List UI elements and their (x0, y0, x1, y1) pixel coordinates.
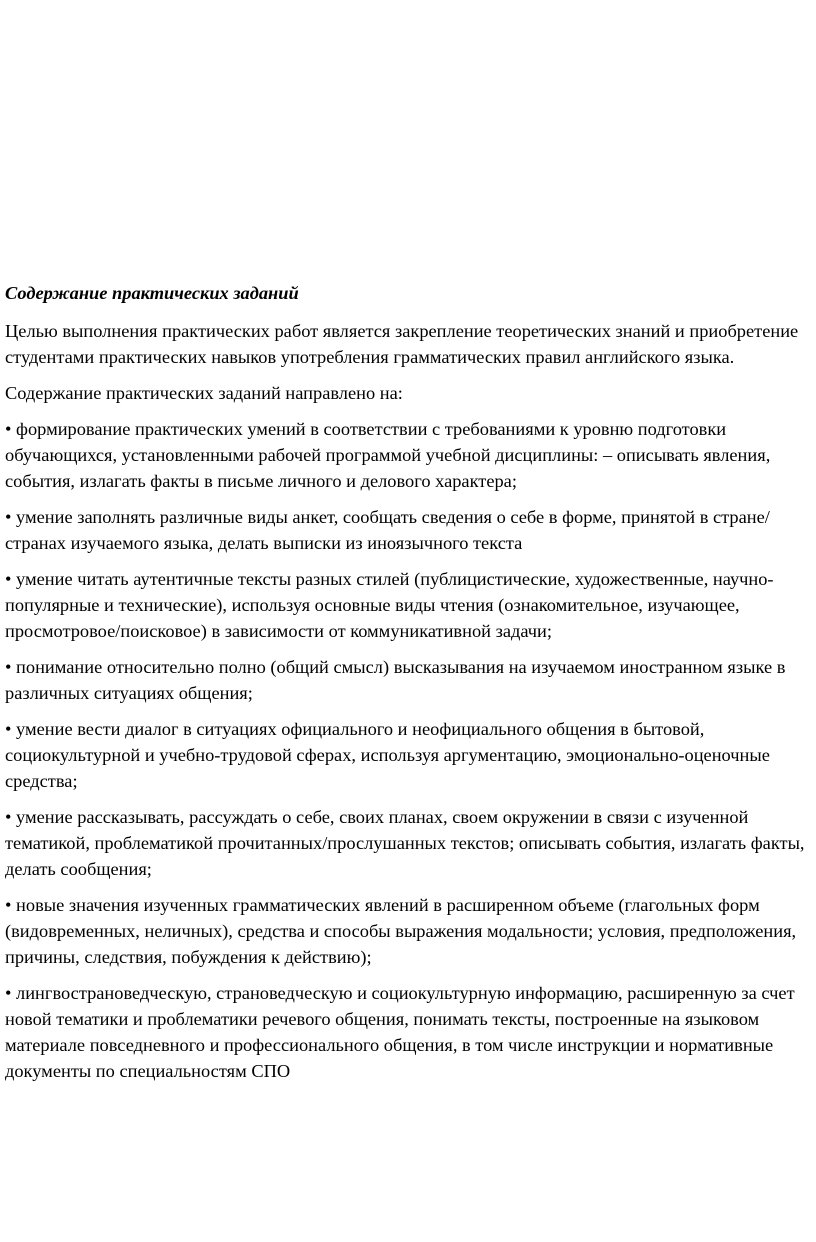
bullet-item: • умение читать аутентичные тексты разных стилей (публицистические, художественные, научно-популярные и технические), используя основные виды чтения (ознакомительное, изучающее, просмотровое/поисковое) в зависимости от коммуникативной задачи; (5, 569, 774, 641)
document-body (5, 280, 813, 1094)
bullet-item: • новые значения изученных грамматических явлений в расширенном объеме (глагольных форм (видовременных, неличных), средства и способы выражения модальности; условия, предположения, причины, следствия, побуждения к действию); (5, 895, 797, 967)
lead-paragraph: Содержание практических заданий направлено на: (5, 383, 403, 403)
bullet-item: • понимание относительно полно (общий смысл) высказывания на изучаемом иностранном языке в различных ситуациях общения; (5, 657, 786, 703)
bullet-item: • формирование практических умений в соответствии с требованиями к уровню подготовки обучающихся, установленными рабочей программой учебной дисциплины: – описывать явления, события, излагать факты в письме личного и делового характера; (5, 419, 771, 491)
bullet-item: • умение заполнять различные виды анкет, сообщать сведения о себе в форме, принятой в стране/странах изучаемого языка, делать выписки из иноязычного текста (5, 507, 770, 553)
bullet-item: • умение вести диалог в ситуациях официального и неофициального общения в бытовой, социокультурной и учебно-трудовой сферах, используя аргументацию, эмоционально-оценочные средства; (5, 719, 770, 791)
intro-paragraph: Целью выполнения практических работ является закрепление теоретических знаний и приобретение студентами практических навыков употребления грамматических правил английского языка. (5, 321, 799, 367)
bullet-item: • умение рассказывать, рассуждать о себе, своих планах, своем окружении в связи с изученной тематикой, проблематикой прочитанных/прослушанных текстов; описывать события, излагать факты, делать сообщения; (5, 807, 805, 879)
bullet-item: • лингвострановедческую, страноведческую и социокультурную информацию, расширенную за счет новой тематики и проблематики речевого общения, понимать тексты, построенные на языковом материале повседневного и профессионального общения, в том числе инструкции и нормативные документы по специальностям СПО (5, 983, 795, 1081)
section-heading: Содержание практических заданий (5, 283, 299, 303)
